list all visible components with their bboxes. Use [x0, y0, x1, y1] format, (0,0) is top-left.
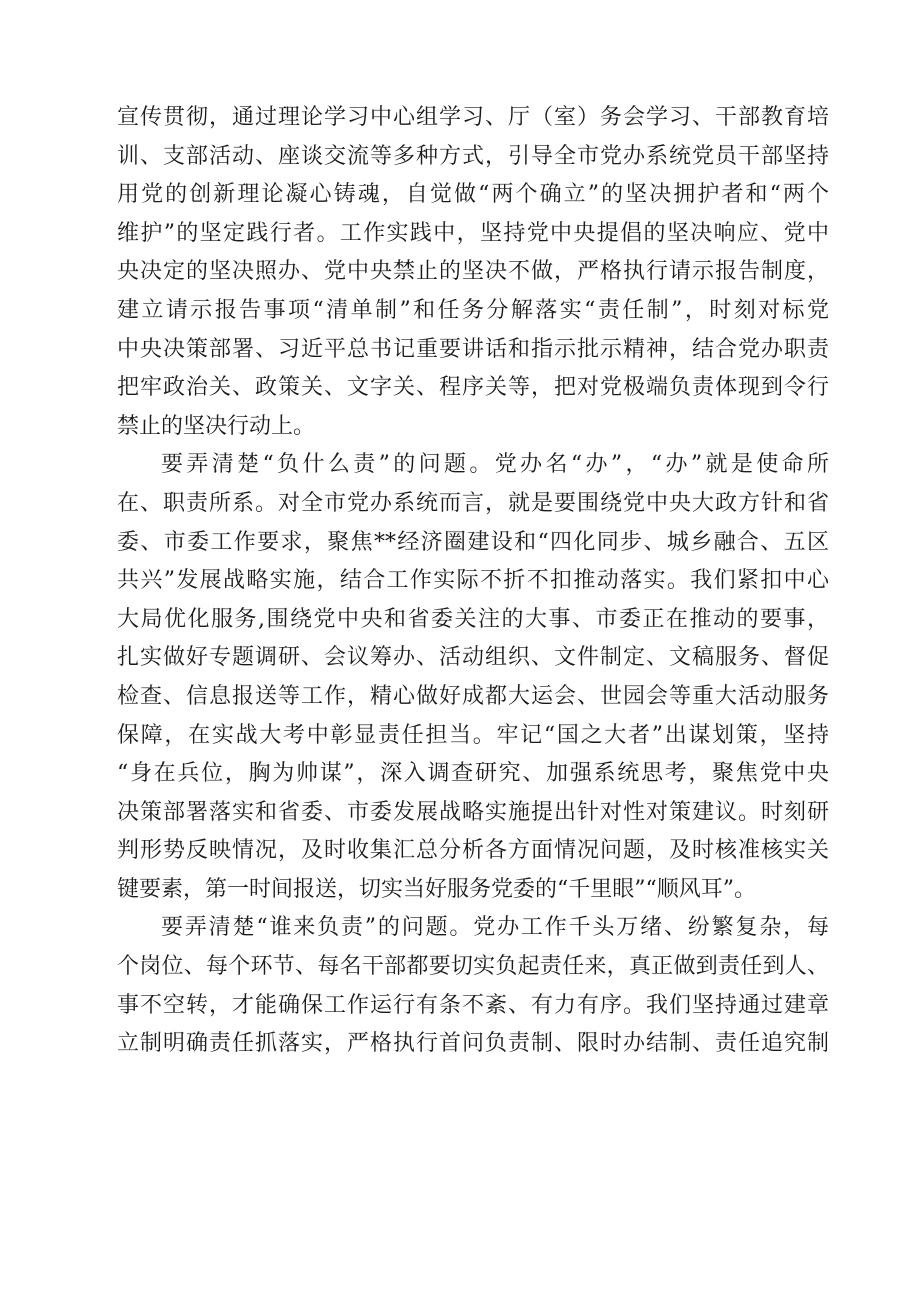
text-line: 委、市委工作要求，聚焦**经济圈建设和“四化同步、城乡融合、五区	[117, 529, 829, 555]
body-text	[117, 99, 829, 1064]
paragraph-responsibility-who	[117, 909, 829, 1063]
text-line: “身在兵位，胸为帅谋”，深入调查研究、加强系统思考，聚焦党中央	[117, 761, 829, 787]
text-line: 扎实做好专题调研、会议筹办、活动组织、文件制定、文稿服务、督促	[117, 645, 829, 671]
text-line: 维护”的坚定践行者。工作实践中，坚持党中央提倡的坚决响应、党中	[117, 220, 829, 246]
text-line: 用党的创新理论凝心铸魂，自觉做“两个确立”的坚决拥护者和“两个	[117, 182, 829, 208]
paragraph-responsibility-what	[117, 446, 829, 909]
text-line: 大局优化服务,围绕党中央和省委关注的大事、市委正在推动的要事，	[117, 606, 829, 632]
text-line: 中央决策部署、习近平总书记重要讲话和指示批示精神，结合党办职责	[117, 336, 829, 362]
text-line: 禁止的坚决行动上。	[117, 413, 316, 439]
text-line: 决策部署落实和省委、市委发展战略实施提出针对性对策建议。时刻研	[117, 799, 829, 825]
text-line: 事不空转，才能确保工作运行有条不紊、有力有序。我们坚持通过建章	[117, 992, 829, 1018]
text-line: 立制明确责任抓落实，严格执行首问负责制、限时办结制、责任追究制	[117, 1031, 829, 1057]
text-line: 个岗位、每个环节、每名干部都要切实负起责任来，真正做到责任到人、	[117, 954, 829, 980]
text-line: 央决定的坚决照办、党中央禁止的坚决不做，严格执行请示报告制度，	[117, 259, 829, 285]
text-line: 共兴”发展战略实施，结合工作实际不折不扣推动落实。我们紧扣中心	[117, 568, 829, 594]
text-line: 要弄清楚“负什么责”的问题。党办名“办”，“办”就是使命所	[161, 452, 829, 478]
paragraph-continued	[117, 99, 829, 446]
text-line: 判形势反映情况，及时收集汇总分析各方面情况问题，及时核准核实关	[117, 838, 829, 864]
text-line: 建立请示报告事项“清单制”和任务分解落实“责任制”，时刻对标党	[117, 297, 829, 323]
text-line: 保障，在实战大考中彰显责任担当。牢记“国之大者”出谋划策，坚持	[117, 722, 829, 748]
text-line: 把牢政治关、政策关、文字关、程序关等，把对党极端负责体现到令行	[117, 375, 829, 401]
text-line: 检查、信息报送等工作，精心做好成都大运会、世园会等重大活动服务	[117, 683, 829, 709]
text-line: 要弄清楚“谁来负责”的问题。党办工作千头万绪、纷繁复杂，每	[161, 915, 829, 941]
text-line: 键要素，第一时间报送，切实当好服务党委的“千里眼”“顺风耳”。	[117, 876, 756, 902]
text-line: 宣传贯彻，通过理论学习中心组学习、厅（室）务会学习、干部教育培	[117, 105, 829, 130]
text-line: 训、支部活动、座谈交流等多种方式，引导全市党办系统党员干部坚持	[117, 143, 829, 169]
text-line: 在、职责所系。对全市党办系统而言，就是要围绕党中央大政方针和省	[117, 490, 829, 516]
